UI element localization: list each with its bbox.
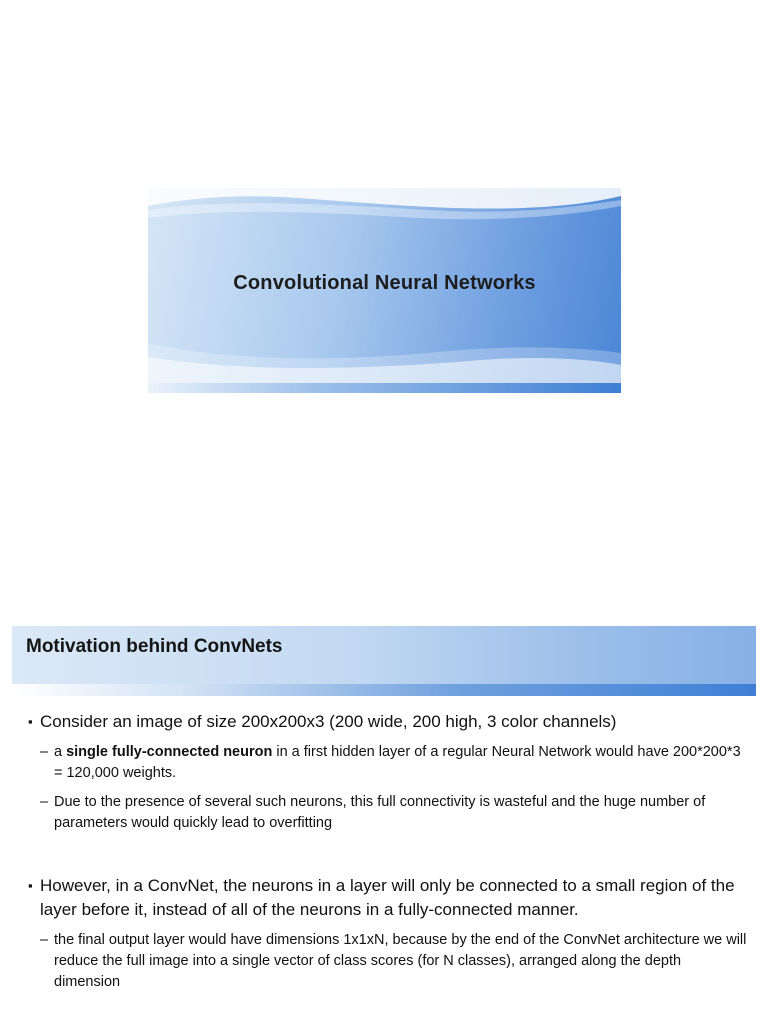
slide-title: Convolutional Neural Networks <box>233 272 536 294</box>
bullet-item <box>12 710 756 734</box>
sub-bullet-text: Due to the presence of several such neurons, this full connectivity is wasteful and the huge number of parameters would quickly lead to overfitting <box>54 794 706 831</box>
sub-bullet-item <box>12 930 756 993</box>
sub-bullet-bold: single fully-connected neuron <box>66 744 273 760</box>
bullet-marker: ▪ <box>28 878 33 893</box>
sub-bullet-item <box>12 792 756 834</box>
bullet-item <box>12 874 756 922</box>
dash-marker: – <box>40 744 49 760</box>
bullet-text: However, in a ConvNet, the neurons in a layer will only be connected to a small region of the layer before it, instead of all of the neurons in a fully-connected manner. <box>40 876 735 919</box>
title-slide <box>148 188 621 393</box>
slide-heading: Motivation behind ConvNets <box>26 636 283 657</box>
bullet-marker: ▪ <box>28 714 33 729</box>
bullet-list <box>12 710 756 993</box>
decorative-wave-bottom <box>148 333 621 383</box>
title-bottom-strip <box>148 383 621 393</box>
header-strip <box>12 684 756 696</box>
bullet-text: Consider an image of size 200x200x3 (200 wide, 200 high, 3 color channels) <box>40 712 617 731</box>
sub-bullet-text: the final output layer would have dimensions 1x1xN, because by the end of the ConvNet architecture we will reduce the full image into a single vector of class scores (for N classes), arranged along the depth dimension <box>54 932 747 990</box>
sub-bullet-rest: in a first hidden layer of a regular Neural Network would have 200*200*3 = 120,000 weights. <box>54 744 741 781</box>
decorative-wave-top <box>148 188 621 248</box>
dash-marker: – <box>40 794 49 810</box>
sub-bullet-prefix: a <box>54 744 67 760</box>
sub-bullet-item <box>12 742 756 784</box>
slide-header <box>12 626 756 684</box>
content-slide <box>12 626 756 1024</box>
dash-marker: – <box>40 932 49 948</box>
